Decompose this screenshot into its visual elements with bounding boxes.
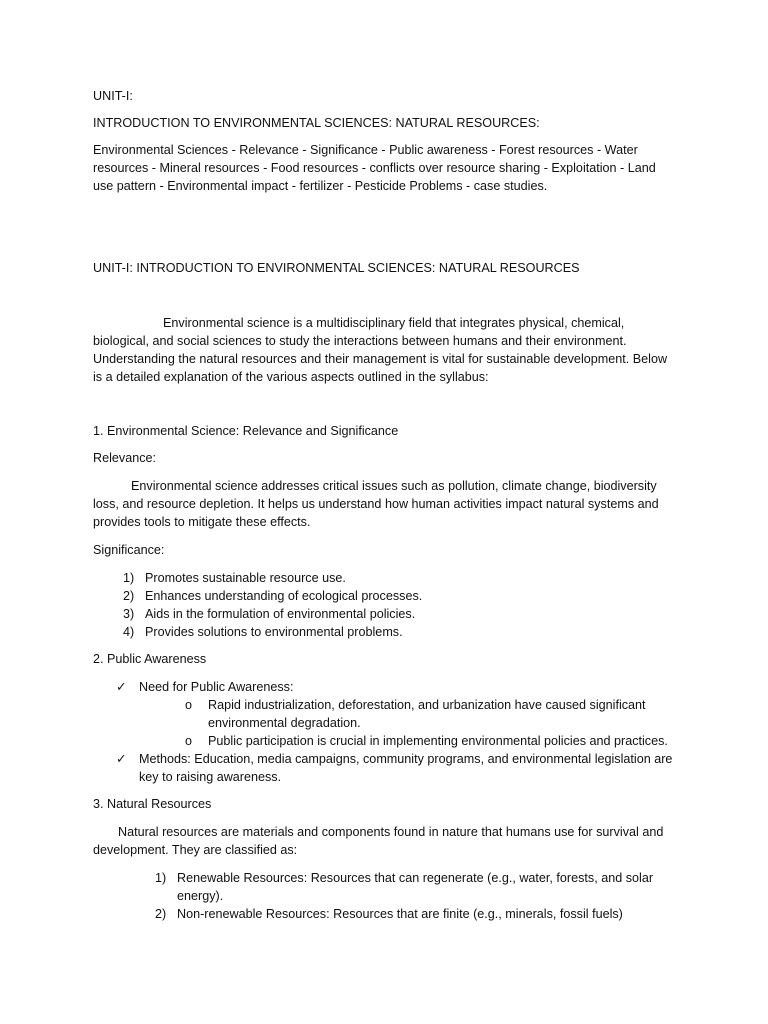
awareness-checklist xyxy=(93,678,678,786)
methods-text: Methods: Education, media campaigns, community programs, and environmental legislation are key to raising awareness. xyxy=(139,752,673,784)
sublist-item-text: Rapid industrialization, deforestation, and urbanization have caused significant environmental degradation. xyxy=(208,698,646,730)
list-marker: 2) xyxy=(155,907,167,921)
resource-types-list xyxy=(93,869,678,923)
list-item-text: Promotes sustainable resource use. xyxy=(145,571,346,585)
circle-bullet-icon: o xyxy=(185,698,193,712)
check-icon: ✓ xyxy=(116,680,127,694)
need-label: Need for Public Awareness: xyxy=(139,680,294,694)
circle-bullet-icon: o xyxy=(185,734,193,748)
sublist-item xyxy=(139,732,678,750)
intro-paragraph: Environmental science is a multidisciplinary field that integrates physical, chemical, biological, and social sciences to study the interactions between humans and their environment. Understanding the natural resources and their management is vital for sustainable development. Below is a detailed explanation of the various aspects outlined in the syllabus: xyxy=(93,316,668,384)
list-item-text: Aids in the formulation of environmental policies. xyxy=(145,607,416,621)
significance-label: Significance: xyxy=(93,543,165,557)
unit-title: UNIT-I: INTRODUCTION TO ENVIRONMENTAL SCIENCES: NATURAL RESOURCES xyxy=(93,261,580,275)
list-item-text: Provides solutions to environmental problems. xyxy=(145,625,403,639)
relevance-paragraph: Environmental science addresses critical issues such as pollution, climate change, biodiversity loss, and resource depletion. It helps us understand how human activities impact natural systems and provides tools to mitigate these effects. xyxy=(93,479,659,529)
list-item xyxy=(93,569,678,587)
list-marker: 1) xyxy=(123,571,135,585)
checklist-item xyxy=(93,750,678,786)
intro-heading: INTRODUCTION TO ENVIRONMENTAL SCIENCES: NATURAL RESOURCES: xyxy=(93,116,540,130)
checklist-item xyxy=(93,678,678,750)
list-item xyxy=(93,605,678,623)
syllabus-paragraph: Environmental Sciences - Relevance - Significance - Public awareness - Forest resources - Water resources - Mineral resources - Food resources - conflicts over resource sharing - Exploitation - Land use pattern - Environmental impact - fertilizer - Pesticide Problems - case studies. xyxy=(93,143,656,193)
sublist-item-text: Public participation is crucial in implementing environmental policies and practices. xyxy=(208,734,668,748)
sublist-item xyxy=(139,696,678,732)
check-icon: ✓ xyxy=(116,752,127,766)
unit-label: UNIT-I: xyxy=(93,89,133,103)
list-item xyxy=(93,869,678,905)
section1-heading: 1. Environmental Science: Relevance and Significance xyxy=(93,424,399,438)
need-sublist xyxy=(139,696,678,750)
section2-heading: 2. Public Awareness xyxy=(93,652,207,666)
list-marker: 2) xyxy=(123,589,135,603)
significance-list xyxy=(93,569,678,641)
list-item-text: Non-renewable Resources: Resources that are finite (e.g., minerals, fossil fuels) xyxy=(177,907,623,921)
list-item-text: Enhances understanding of ecological processes. xyxy=(145,589,423,603)
list-marker: 1) xyxy=(155,871,167,885)
section3-intro: Natural resources are materials and components found in nature that humans use for survival and development. They are classified as: xyxy=(93,825,664,857)
list-marker: 3) xyxy=(123,607,135,621)
section3-heading: 3. Natural Resources xyxy=(93,797,212,811)
list-item xyxy=(93,905,678,923)
list-item xyxy=(93,623,678,641)
document-page xyxy=(93,87,678,923)
list-item-text: Renewable Resources: Resources that can regenerate (e.g., water, forests, and solar energy). xyxy=(177,871,654,903)
list-marker: 4) xyxy=(123,625,135,639)
list-item xyxy=(93,587,678,605)
relevance-label: Relevance: xyxy=(93,451,157,465)
